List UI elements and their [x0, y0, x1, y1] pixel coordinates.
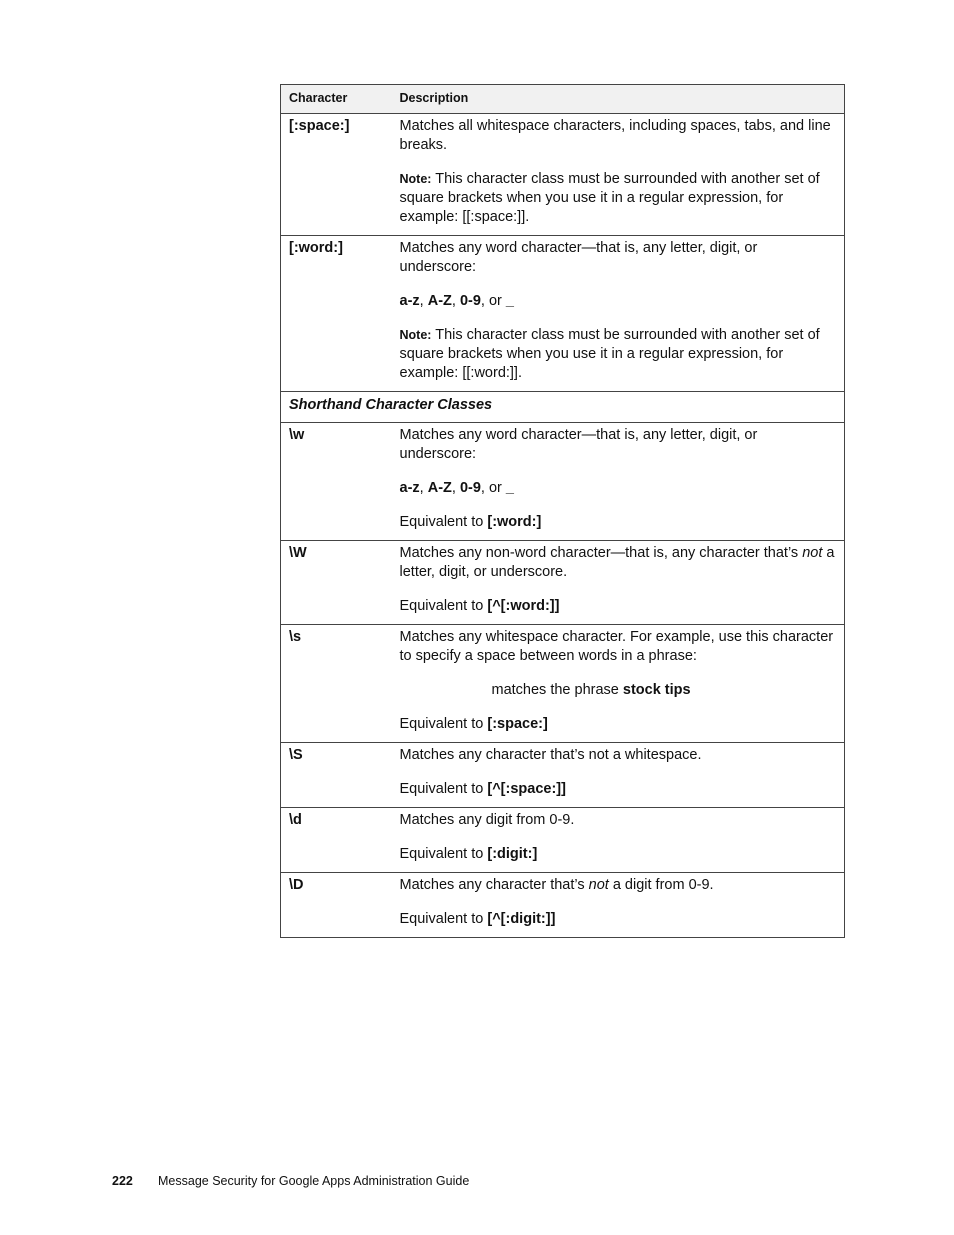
range-AZ: A-Z	[427, 480, 452, 496]
row-description	[391, 114, 845, 236]
range-sep: ,	[451, 480, 460, 496]
row-character: \W	[281, 541, 391, 625]
description-pre: Matches any non-word character—that is, any character that’s	[399, 545, 803, 561]
note-text: This character class must be surrounded with another set of square brackets when you use it in a regular expression, for example: [[:word:]].	[399, 327, 820, 381]
equivalent	[400, 597, 837, 616]
range-digits: 0-9	[459, 293, 481, 309]
range-list	[400, 479, 837, 498]
description-post: a digit from 0-9.	[608, 877, 714, 893]
equivalent	[400, 513, 837, 532]
description-text: Matches any word character—that is, any letter, digit, or underscore:	[399, 240, 758, 275]
example	[400, 681, 837, 700]
table-row	[281, 808, 845, 873]
equivalent-label: Equivalent to	[399, 514, 488, 530]
equivalent-value: [:word:]	[487, 514, 542, 530]
row-character: [:word:]	[281, 236, 391, 392]
range-sep: ,	[419, 480, 428, 496]
equivalent-label: Equivalent to	[399, 911, 488, 927]
range-az: a-z	[399, 293, 420, 309]
document-title: Message Security for Google Apps Administration Guide	[158, 1174, 470, 1188]
description-pre: Matches any character that’s	[399, 877, 589, 893]
range-sep: ,	[419, 293, 428, 309]
table-row	[281, 114, 845, 236]
row-character: \w	[281, 423, 391, 541]
page-number: 222	[112, 1174, 133, 1188]
note-text: This character class must be surrounded with another set of square brackets when you use it in a regular expression, for example: [[:space:]].	[399, 171, 820, 225]
header-description: Description	[391, 85, 845, 114]
range-underscore: _	[505, 293, 514, 309]
row-character: \D	[281, 873, 391, 938]
description-text	[400, 544, 837, 582]
range-az: a-z	[399, 480, 420, 496]
character-class-table	[280, 84, 845, 938]
equivalent	[400, 715, 837, 734]
equivalent-value: [^[:word:]]	[487, 598, 560, 614]
equivalent-label: Equivalent to	[399, 716, 488, 732]
example-text: matches the phrase	[491, 682, 623, 698]
description-post: a letter, digit, or underscore.	[399, 545, 835, 580]
equivalent-value: [^[:digit:]]	[487, 911, 556, 927]
equivalent-value: [^[:space:]]	[487, 781, 566, 797]
description-emphasis: not	[588, 877, 609, 893]
equivalent	[400, 780, 837, 799]
row-character: \s	[281, 625, 391, 743]
note	[400, 170, 837, 227]
range-or: , or	[480, 293, 506, 309]
equivalent	[400, 910, 837, 929]
description-text: Matches any whitespace character. For example, use this character to specify a space between words in a phrase:	[399, 629, 834, 664]
row-description	[391, 625, 845, 743]
table-row	[281, 541, 845, 625]
equivalent	[400, 845, 837, 864]
table-row	[281, 236, 845, 392]
description-text: Matches all whitespace characters, including spaces, tabs, and line breaks.	[399, 118, 831, 153]
page-footer	[112, 1174, 469, 1188]
row-description	[391, 743, 845, 808]
row-description	[391, 541, 845, 625]
range-AZ: A-Z	[427, 293, 452, 309]
description-text: Matches any character that’s not a whitespace.	[399, 747, 702, 763]
equivalent-value: [:digit:]	[487, 846, 538, 862]
equivalent-label: Equivalent to	[399, 781, 488, 797]
description-text: Matches any digit from 0-9.	[399, 812, 575, 828]
row-character: \S	[281, 743, 391, 808]
range-underscore: _	[505, 480, 514, 496]
equivalent-label: Equivalent to	[399, 846, 488, 862]
description-text: Matches any word character—that is, any letter, digit, or underscore:	[399, 427, 758, 462]
header-character: Character	[281, 85, 391, 114]
table-row	[281, 625, 845, 743]
range-or: , or	[480, 480, 506, 496]
table-row	[281, 873, 845, 938]
row-description	[391, 873, 845, 938]
equivalent-value: [:space:]	[487, 716, 548, 732]
range-sep: ,	[451, 293, 460, 309]
row-character: [:space:]	[281, 114, 391, 236]
example-phrase: stock tips	[622, 682, 691, 698]
table-header	[281, 85, 845, 114]
row-character: \d	[281, 808, 391, 873]
table-row	[281, 743, 845, 808]
description-text	[400, 876, 837, 895]
range-digits: 0-9	[459, 480, 481, 496]
table-row	[281, 423, 845, 541]
row-description	[391, 236, 845, 392]
equivalent-label: Equivalent to	[399, 598, 488, 614]
row-description	[391, 423, 845, 541]
section-title: Shorthand Character Classes	[281, 392, 845, 423]
row-description	[391, 808, 845, 873]
range-list	[400, 292, 837, 311]
description-emphasis: not	[802, 545, 823, 561]
note	[400, 326, 837, 383]
section-row	[281, 392, 845, 423]
note-label: Note:	[399, 172, 432, 186]
note-label: Note:	[399, 328, 432, 342]
